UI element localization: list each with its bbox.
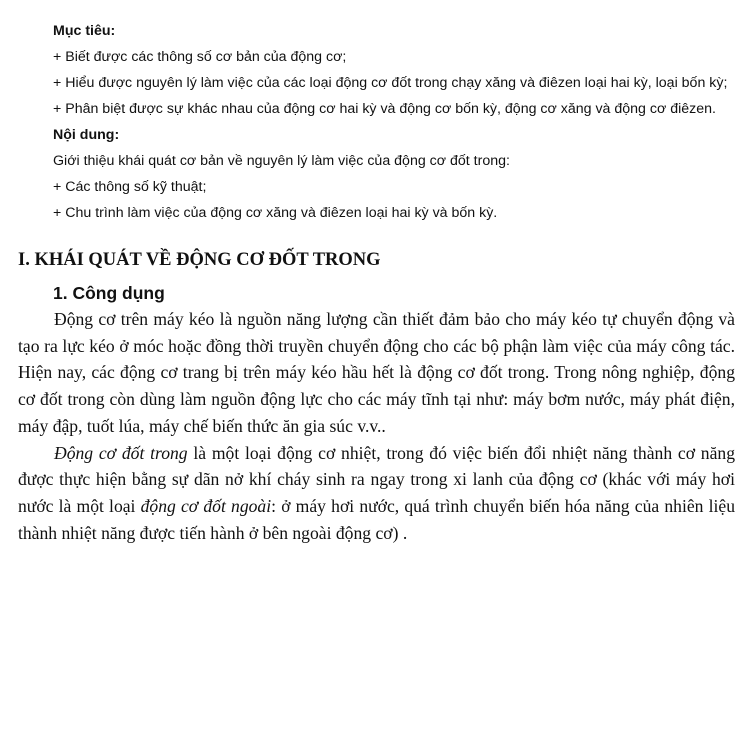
- content-intro: Giới thiệu khái quát cơ bản về nguyên lý làm việc của động cơ đốt trong:: [53, 153, 510, 169]
- objective-item-2: + Hiểu được nguyên lý làm việc của các loại động cơ đốt trong chạy xăng và điêzen loại hai kỳ, loại bốn kỳ;: [53, 75, 728, 91]
- objectives-heading: Mục tiêu:: [53, 23, 116, 39]
- objective-item-1: + Biết được các thông số cơ bản của động cơ;: [53, 49, 347, 65]
- content-item-2: + Chu trình làm việc của động cơ xăng và điêzen loại hai kỳ và bốn kỳ.: [53, 205, 498, 221]
- term-external-combustion: động cơ đốt ngoài: [140, 495, 272, 516]
- paragraph-2-text-1: là một loại động cơ nhiệt, trong đó việc biến đổi nhiệt năng thành cơ năng được thực hiện bằng sự dãn nở khí cháy sinh ra ngay trong xi lanh của động cơ (khác với máy hơi nước là một loại: [18, 442, 735, 516]
- section-subtitle: 1. Công dụng: [53, 283, 165, 303]
- term-internal-combustion: Động cơ đốt trong: [54, 442, 188, 463]
- paragraph-2: [18, 440, 735, 547]
- paragraph-1: Động cơ trên máy kéo là nguồn năng lượng cần thiết đảm bảo cho máy kéo tự chuyển động và tạo ra lực kéo ở móc hoặc đồng thời truyền chuyển động cho các bộ phận làm việc của máy công tác. Hiện nay, các động cơ trang bị trên máy kéo hầu hết là động cơ đốt trong. Trong nông nghiệp, động cơ đốt trong còn dùng làm nguồn động lực cho các máy tĩnh tại như: máy bơm nước, máy phát điện, máy đập, tuốt lúa, máy chế biến thức ăn gia súc v.v..: [18, 309, 735, 436]
- objective-item-3: + Phân biệt được sự khác nhau của động cơ hai kỳ và động cơ bốn kỳ, động cơ xăng và động cơ điêzen.: [53, 101, 716, 117]
- content-heading: Nội dung:: [53, 127, 120, 143]
- section-title: I. KHÁI QUÁT VỀ ĐỘNG CƠ ĐỐT TRONG: [18, 250, 381, 270]
- paragraph-2-text-2: : ở máy hơi nước, quá trình chuyển biến hóa năng của nhiên liệu thành nhiệt năng được tiến hành ở bên ngoài động cơ) .: [18, 495, 736, 543]
- content-item-1: + Các thông số kỹ thuật;: [53, 179, 207, 195]
